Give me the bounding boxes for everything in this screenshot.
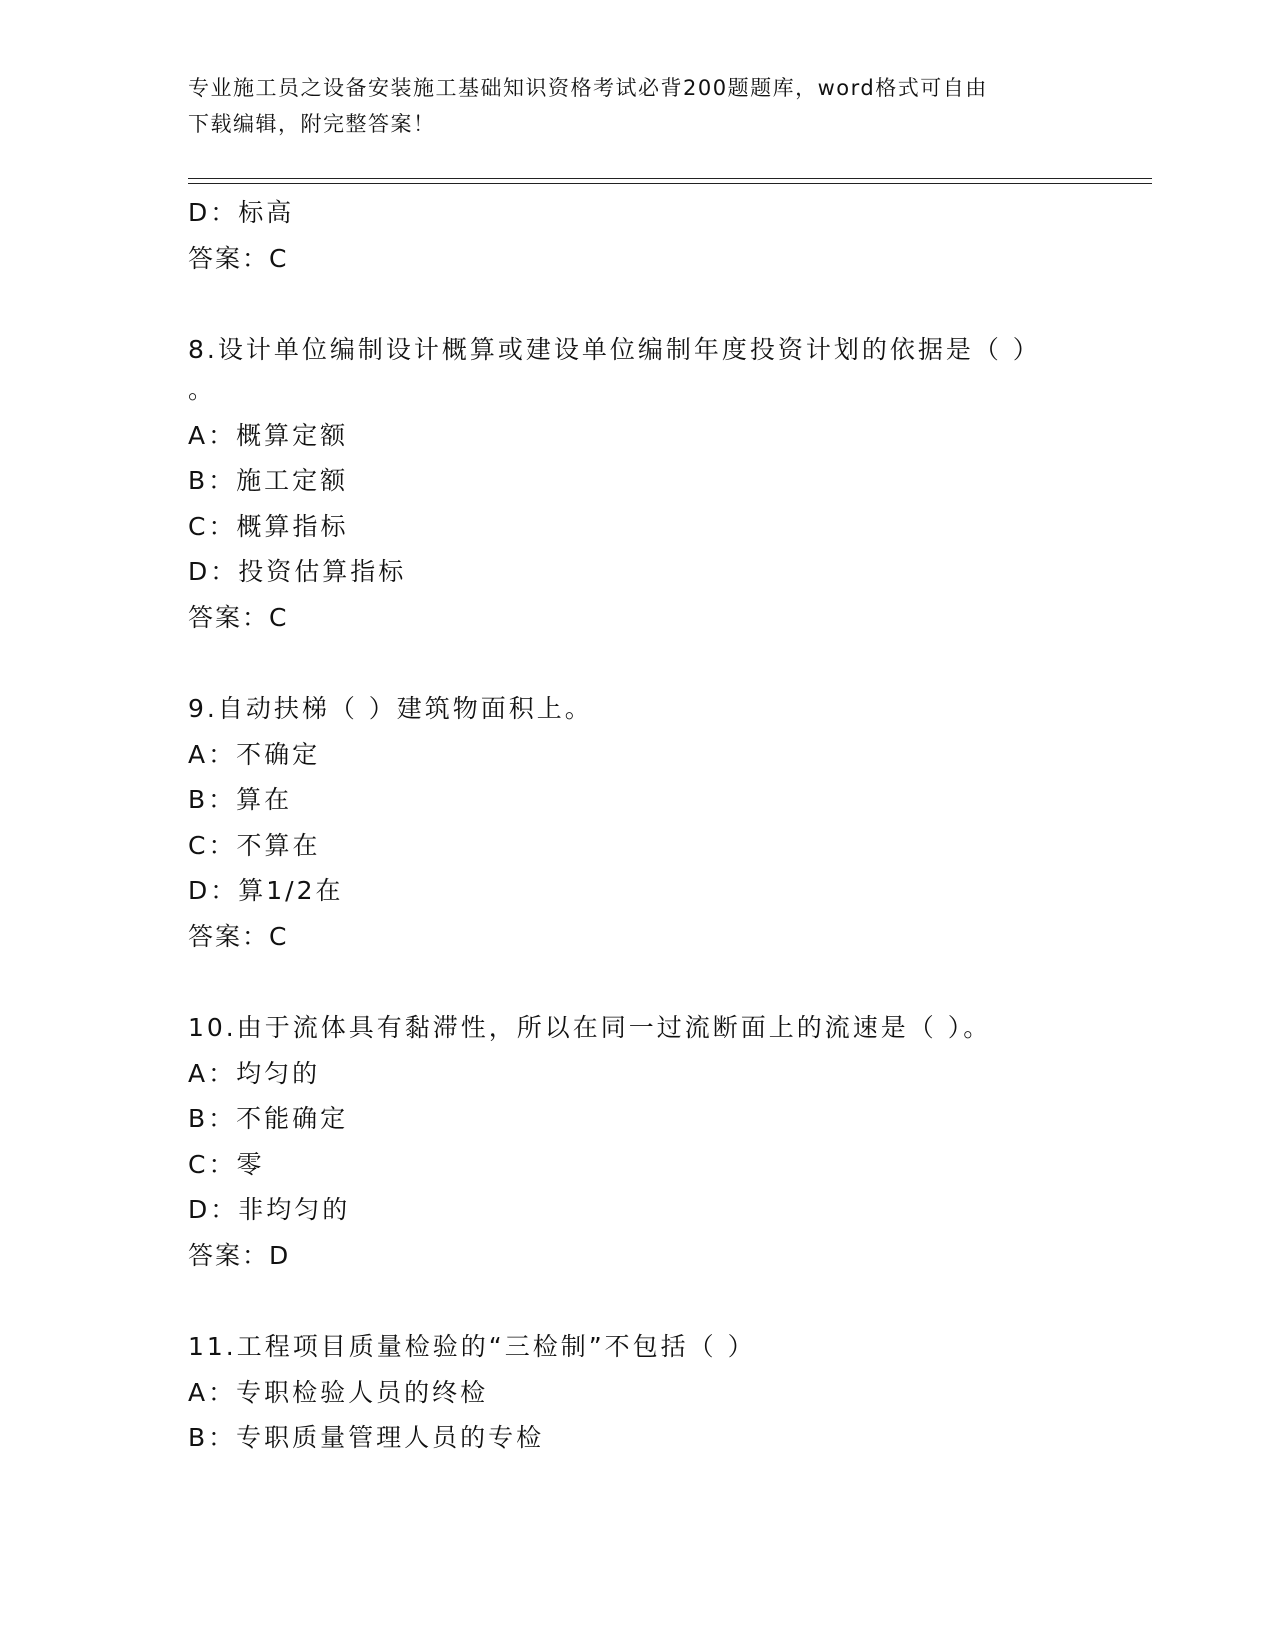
question-10-option-d: D：非均匀的 (188, 1195, 351, 1224)
question-8-option-d: D：投资估算指标 (188, 557, 407, 586)
prev-answer: 答案：C (188, 243, 289, 273)
question-11-text: 11.工程项目质量检验的“三检制”不包括（ ） (188, 1332, 756, 1361)
question-8-option-c: C：概算指标 (188, 511, 349, 541)
question-9-option-a: A：不确定 (188, 739, 321, 769)
question-8-text: 8.设计单位编制设计概算或建设单位编制年度投资计划的依据是（ ） (188, 335, 1041, 364)
header-line-2: 下载编辑，附完整答案！ (188, 112, 436, 136)
document-header (188, 70, 1088, 142)
question-8-option-b: B：施工定额 (188, 466, 349, 495)
question-10-option-a: A：均匀的 (188, 1058, 321, 1088)
question-11 (188, 1324, 1088, 1461)
prev-option-d: D：标高 (188, 198, 295, 227)
header-line-1: 专业施工员之设备安装施工基础知识资格考试必背200题题库，word格式可自由 (188, 76, 988, 100)
question-10-answer: 答案：D (188, 1240, 291, 1270)
question-10-option-c: C：零 (188, 1149, 265, 1179)
question-9-text: 9.自动扶梯（ ）建筑物面积上。 (188, 694, 593, 723)
question-8-option-a: A：概算定额 (188, 420, 349, 450)
question-9-option-b: B：算在 (188, 785, 293, 814)
question-9 (188, 686, 1088, 959)
question-11-option-a: A：专职检验人员的终检 (188, 1377, 489, 1407)
question-10 (188, 1005, 1088, 1278)
question-9-option-c: C：不算在 (188, 830, 321, 860)
question-8-text-cont: 。 (188, 374, 217, 404)
question-9-option-d: D：算1/2在 (188, 876, 344, 905)
question-8 (188, 327, 1088, 640)
question-8-answer: 答案：C (188, 602, 289, 632)
question-10-option-b: B：不能确定 (188, 1104, 349, 1133)
question-11-option-b: B：专职质量管理人员的专检 (188, 1423, 545, 1452)
header-rule-bottom (188, 183, 1152, 184)
question-content (188, 190, 1088, 1461)
header-rule-top (188, 178, 1152, 179)
question-10-text: 10.由于流体具有黏滞性，所以在同一过流断面上的流速是（ ）。 (188, 1013, 992, 1042)
question-9-answer: 答案：C (188, 921, 289, 951)
